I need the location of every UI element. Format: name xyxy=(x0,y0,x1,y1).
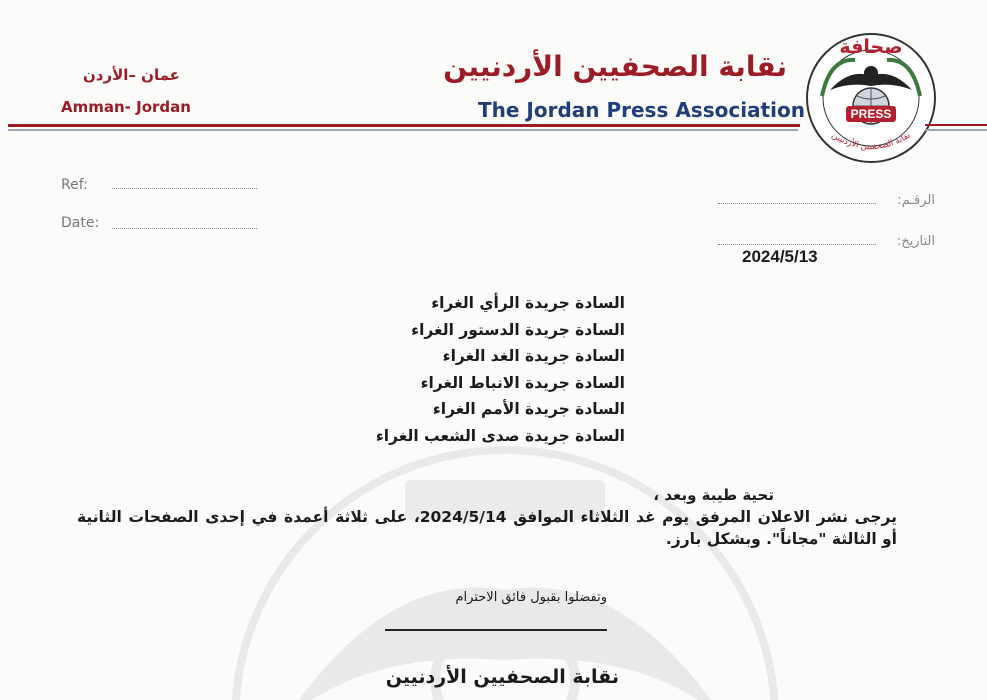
recipient-item: السادة جريدة الدستور الغراء xyxy=(411,320,625,339)
number-label-arabic: الرقـم: xyxy=(897,193,935,208)
body-text-part2: ، على ثلاثة أعمدة في إحدى الصفحات الثانية أو الثالثة "مجاناً". وبشكل بارز. xyxy=(77,508,897,548)
closing-phrase: وتفضلوا بقبول فائق الاحترام xyxy=(455,590,607,605)
press-association-logo xyxy=(800,18,942,168)
body-date: 2024/5/14 xyxy=(419,508,507,526)
organization-name-english: The Jordan Press Association xyxy=(478,98,805,122)
recipient-item: السادة جريدة الغد الغراء xyxy=(442,347,625,366)
header-rule-grey xyxy=(8,129,798,131)
signature-line xyxy=(385,629,607,631)
date-arabic-dotted-line xyxy=(718,244,876,245)
date-label-arabic: التاريخ: xyxy=(896,234,935,249)
ref-label: Ref: xyxy=(61,177,88,193)
organization-name-arabic: نقابة الصحفيين الأردنيين xyxy=(443,50,787,83)
recipient-item: السادة جريدة صدى الشعب الغراء xyxy=(375,426,625,445)
header-rule-red-right xyxy=(925,124,987,126)
logo-badge-text: PRESS xyxy=(850,107,892,121)
letter-body xyxy=(77,506,897,550)
logo-title-arabic: صحافة xyxy=(839,36,903,58)
greeting: تحية طيبة وبعد ، xyxy=(653,486,774,504)
recipients-list xyxy=(376,290,625,450)
signature-organization: نقابة الصحفيين الأردنيين xyxy=(385,666,619,688)
number-dotted-line xyxy=(718,203,876,204)
date-label: Date: xyxy=(61,215,100,231)
body-text-part1: يرجى نشر الاعلان المرفق يوم غد الثلاثاء الموافق xyxy=(506,508,897,526)
city-english: Amman- Jordan xyxy=(61,98,191,116)
emblem-watermark xyxy=(225,420,785,700)
header-rule-grey-right xyxy=(925,129,987,131)
recipient-item: السادة جريدة الرأي الغراء xyxy=(431,294,625,312)
logo-ring-text: نقابة الصحفيين الأردنيين xyxy=(829,130,913,153)
recipient-item: السادة جريدة الانباط الغراء xyxy=(420,373,625,392)
header-rule-red xyxy=(8,124,800,127)
date-dotted-line xyxy=(112,228,257,229)
ref-dotted-line xyxy=(112,188,257,189)
recipient-item: السادة جريدة الأمم الغراء xyxy=(432,400,625,419)
city-arabic: عمان –الأردن xyxy=(83,66,180,84)
letter-date: 2024/5/13 xyxy=(742,247,818,266)
